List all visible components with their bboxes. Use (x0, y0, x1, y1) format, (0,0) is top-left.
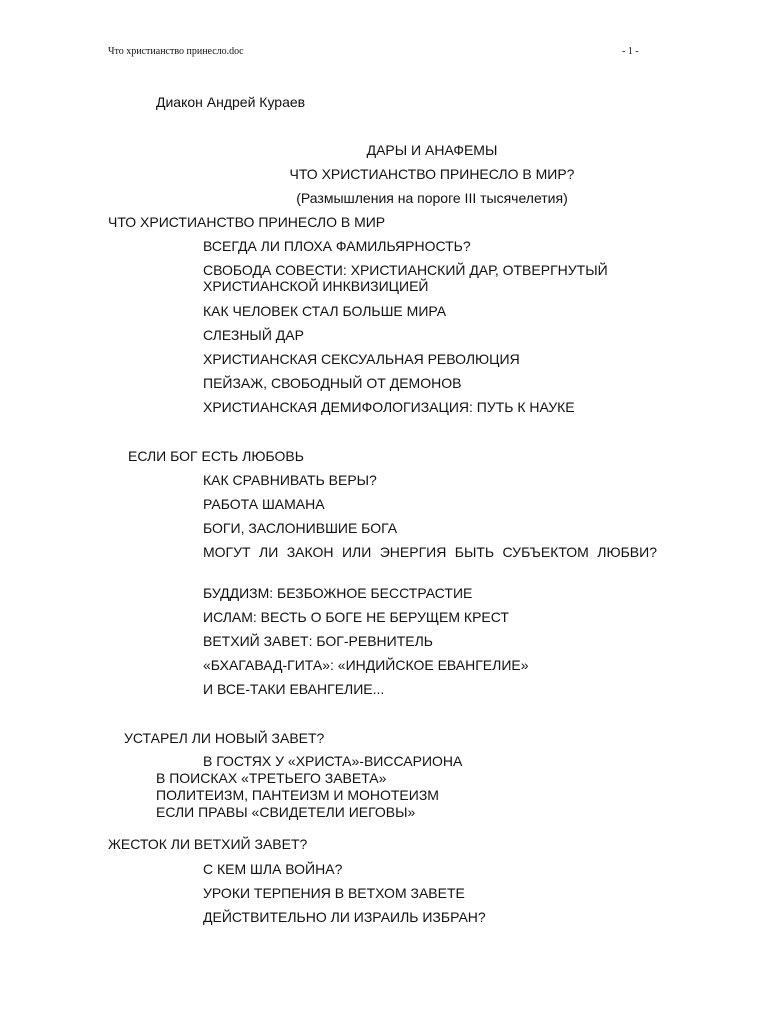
book-subtitle: ЧТО ХРИСТИАНСТВО ПРИНЕСЛО В МИР? (289, 166, 575, 182)
toc-item: СЛЕЗНЫЙ ДАР (203, 327, 304, 343)
toc-item: УРОКИ ТЕРПЕНИЯ В ВЕТХОМ ЗАВЕТЕ (203, 885, 465, 901)
author-name: Диакон Андрей Кураев (156, 94, 306, 110)
toc-item: СВОБОДА СОВЕСТИ: ХРИСТИАНСКИЙ ДАР, ОТВЕРГНУТЫЙ ХРИСТИАНСКОЙ ИНКВИЗИЦИЕЙ (203, 262, 608, 294)
toc-item: В ГОСТЯХ У «ХРИСТА»-ВИССАРИОНА (203, 753, 463, 769)
toc-item: ДЕЙСТВИТЕЛЬНО ЛИ ИЗРАИЛЬ ИЗБРАН? (203, 909, 486, 925)
section-heading: УСТАРЕЛ ЛИ НОВЫЙ ЗАВЕТ? (124, 730, 325, 746)
toc-item: В ПОИСКАХ «ТРЕТЬЕГО ЗАВЕТА» (156, 770, 387, 786)
header-page-number: - 1 - (622, 46, 639, 57)
header-filename: Что христианство принесло.doc (108, 46, 244, 57)
toc-item: БОГИ, ЗАСЛОНИВШИЕ БОГА (203, 520, 398, 536)
toc-item: КАК СРАВНИВАТЬ ВЕРЫ? (203, 472, 377, 488)
book-title: ДАРЫ И АНАФЕМЫ (366, 142, 498, 158)
section-heading: ЕСЛИ БОГ ЕСТЬ ЛЮБОВЬ (128, 448, 304, 464)
toc-item: ВСЕГДА ЛИ ПЛОХА ФАМИЛЬЯРНОСТЬ? (203, 238, 471, 254)
toc-item: ХРИСТИАНСКАЯ ДЕМИФОЛОГИЗАЦИЯ: ПУТЬ К НАУКЕ (203, 399, 575, 415)
section-heading: ЧТО ХРИСТИАНСТВО ПРИНЕСЛО В МИР (108, 214, 386, 230)
section-heading: ЖЕСТОК ЛИ ВЕТХИЙ ЗАВЕТ? (108, 836, 308, 852)
toc-item: С КЕМ ШЛА ВОЙНА? (203, 861, 343, 877)
toc-item: ВЕТХИЙ ЗАВЕТ: БОГ-РЕВНИТЕЛЬ (203, 633, 433, 649)
toc-item: ПОЛИТЕИЗМ, ПАНТЕИЗМ И МОНОТЕИЗМ (156, 787, 439, 803)
toc-item: ПЕЙЗАЖ, СВОБОДНЫЙ ОТ ДЕМОНОВ (203, 375, 462, 391)
toc-item: ХРИСТИАНСКАЯ СЕКСУАЛЬНАЯ РЕВОЛЮЦИЯ (203, 351, 520, 367)
toc-item: «БХАГАВАД-ГИТА»: «ИНДИЙСКОЕ ЕВАНГЕЛИЕ» (203, 657, 529, 673)
toc-item: КАК ЧЕЛОВЕК СТАЛ БОЛЬШЕ МИРА (203, 303, 447, 319)
toc-item: РАБОТА ШАМАНА (203, 496, 325, 512)
book-subtitle-note: (Размышления на пороге III тысячелетия) (296, 190, 568, 206)
toc-item: ИСЛАМ: ВЕСТЬ О БОГЕ НЕ БЕРУЩЕМ КРЕСТ (203, 609, 509, 625)
toc-item: БУДДИЗМ: БЕЗБОЖНОЕ БЕССТРАСТИЕ (203, 585, 473, 601)
toc-item: МОГУТ ЛИ ЗАКОН ИЛИ ЭНЕРГИЯ БЫТЬ СУБЪЕКТОМ ЛЮБВИ? (203, 544, 657, 560)
toc-item: ЕСЛИ ПРАВЫ «СВИДЕТЕЛИ ИЕГОВЫ» (156, 804, 416, 820)
toc-item: И ВСЕ-ТАКИ ЕВАНГЕЛИЕ... (203, 681, 385, 697)
